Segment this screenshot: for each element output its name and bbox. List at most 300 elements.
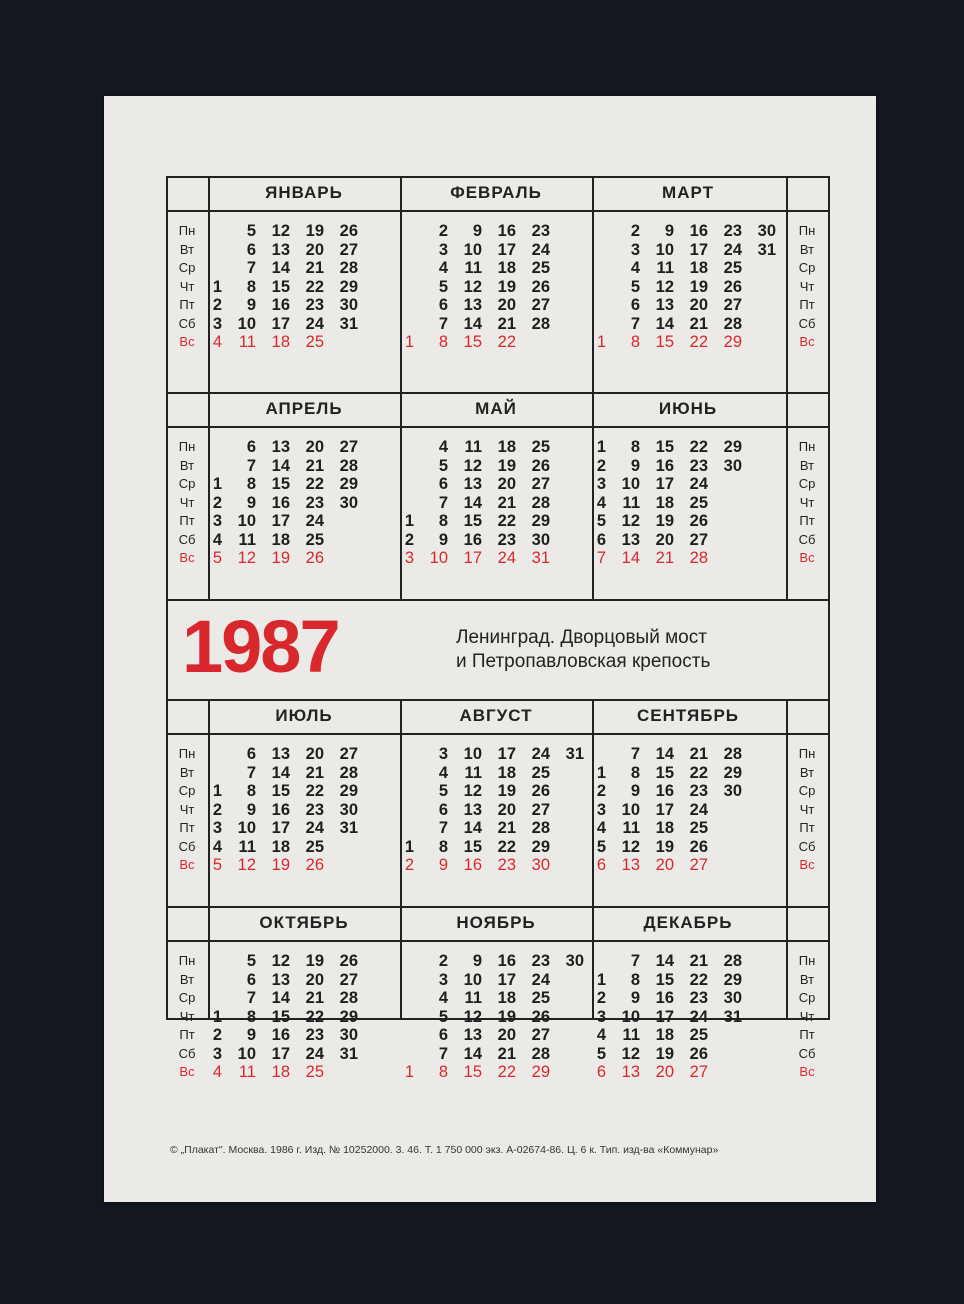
day-cell: 3	[212, 1044, 222, 1063]
day-cell: 10	[429, 549, 448, 567]
day-cell: 21	[689, 952, 708, 970]
day-cell: 19	[305, 222, 324, 240]
day-cell: 6	[438, 800, 448, 819]
day-cell: 1	[212, 1007, 222, 1026]
weekday-label: Пн	[798, 953, 816, 968]
day-cell: 18	[497, 259, 516, 277]
day-cell: 4	[438, 259, 448, 277]
day-cell	[380, 259, 414, 278]
day-cell: 18	[689, 259, 708, 277]
day-cell: 23	[723, 222, 742, 240]
day-cell: 17	[497, 970, 516, 989]
day-cell	[324, 838, 358, 857]
day-cell: 12	[621, 837, 640, 856]
day-cell	[380, 457, 414, 476]
day-cell: 7	[246, 259, 256, 277]
day-cell	[708, 838, 742, 857]
weekday-label: Ср	[798, 260, 816, 275]
weekday-label: Пт	[179, 513, 195, 528]
weekday-label: Вс	[179, 1064, 195, 1079]
day-cell: 5	[596, 1044, 606, 1063]
day-cell	[708, 475, 742, 494]
day-cell	[708, 549, 742, 568]
day-cell: 7	[438, 819, 448, 837]
day-cell	[572, 296, 606, 315]
weekday-label: Чт	[799, 494, 815, 510]
day-cell: 21	[689, 314, 708, 333]
day-cell	[380, 782, 414, 801]
day-cell: 12	[463, 456, 482, 475]
weekday-label: Вс	[799, 857, 815, 872]
month-name-9: СЕНТЯБРЬ	[636, 706, 740, 725]
day-cell: 7	[438, 314, 448, 333]
day-cell: 26	[305, 549, 324, 567]
month-name-10: ОКТЯБРЬ	[259, 913, 349, 932]
month-name-8: АВГУСТ	[459, 706, 533, 725]
day-cell: 5	[438, 277, 448, 296]
day-cell: 12	[237, 549, 256, 567]
month-days-2	[380, 222, 584, 352]
weekday-label: Пт	[179, 820, 195, 835]
day-cell: 24	[531, 240, 550, 259]
day-cell: 7	[596, 549, 606, 567]
day-cell: 21	[689, 745, 708, 763]
day-cell: 9	[472, 222, 482, 240]
day-cell: 26	[531, 277, 550, 296]
day-cell: 26	[689, 512, 708, 530]
day-cell: 16	[271, 296, 290, 314]
day-cell	[742, 296, 776, 315]
day-cell: 17	[463, 549, 482, 567]
day-cell	[380, 222, 414, 241]
day-cell: 21	[305, 989, 324, 1007]
weekday-label: Пн	[798, 746, 816, 761]
weekday-label: Чт	[179, 1008, 195, 1024]
day-cell: 1	[596, 970, 606, 989]
day-cell: 28	[339, 763, 358, 782]
day-cell: 6	[596, 1063, 606, 1081]
day-cell: 27	[531, 475, 550, 493]
weekday-label: Вт	[799, 241, 815, 257]
day-cell	[742, 745, 776, 764]
day-cell: 22	[689, 333, 708, 351]
grid-hline	[166, 940, 830, 942]
day-cell: 27	[339, 745, 358, 763]
day-cell: 21	[497, 819, 516, 837]
weekday-label: Вс	[179, 334, 195, 349]
day-cell: 18	[271, 1063, 290, 1081]
day-cell	[742, 278, 776, 297]
day-cell: 10	[463, 240, 482, 259]
day-cell: 30	[339, 296, 358, 314]
day-cell: 18	[655, 1026, 674, 1044]
day-cell: 28	[531, 493, 550, 512]
day-cell	[324, 1063, 358, 1082]
month-name-2: ФЕВРАЛЬ	[450, 183, 542, 202]
day-cell: 4	[596, 493, 606, 512]
day-cell: 20	[305, 438, 324, 456]
day-cell: 19	[497, 1007, 516, 1026]
day-cell: 20	[655, 530, 674, 549]
day-cell: 27	[689, 856, 708, 874]
day-cell: 31	[531, 549, 550, 567]
day-cell: 25	[689, 493, 708, 512]
day-cell	[742, 952, 776, 971]
weekday-label: Пн	[798, 223, 816, 238]
day-cell: 13	[621, 530, 640, 549]
day-cell: 19	[655, 1044, 674, 1063]
day-cell: 13	[271, 745, 290, 763]
weekday-label: Вс	[179, 550, 195, 565]
day-cell: 17	[689, 240, 708, 259]
day-cell: 13	[463, 1026, 482, 1044]
day-cell: 14	[655, 952, 674, 970]
day-cell: 9	[246, 1026, 256, 1044]
day-cell: 2	[212, 493, 222, 512]
day-cell: 1	[596, 333, 606, 351]
day-cell: 16	[655, 782, 674, 800]
day-cell	[516, 333, 550, 352]
day-cell: 7	[630, 745, 640, 763]
day-cell: 30	[339, 493, 358, 512]
day-cell: 20	[305, 745, 324, 763]
day-cell	[708, 494, 742, 513]
month-days-12	[572, 952, 776, 1082]
day-cell: 8	[630, 763, 640, 782]
day-cell: 27	[531, 296, 550, 314]
day-cell: 3	[212, 819, 222, 837]
day-cell: 29	[723, 970, 742, 989]
day-cell: 6	[596, 530, 606, 549]
day-cell: 7	[246, 456, 256, 475]
day-cell: 12	[621, 512, 640, 530]
weekday-label: Пт	[799, 1027, 815, 1042]
day-cell: 24	[305, 512, 324, 530]
weekday-label: Пн	[178, 953, 196, 968]
day-cell	[742, 764, 776, 783]
day-cell	[380, 989, 414, 1008]
day-cell: 11	[622, 1026, 640, 1044]
day-cell: 25	[531, 259, 550, 277]
day-cell: 14	[463, 314, 482, 333]
day-cell: 29	[531, 512, 550, 530]
day-cell: 18	[271, 333, 290, 351]
day-cell: 19	[497, 782, 516, 800]
day-cell	[708, 1063, 742, 1082]
month-name-3: МАРТ	[662, 183, 714, 202]
day-cell: 18	[271, 530, 290, 549]
day-cell: 1	[404, 1063, 414, 1081]
weekday-labels-right-2	[792, 438, 822, 568]
day-cell: 26	[531, 1007, 550, 1026]
day-cell: 15	[463, 333, 482, 351]
weekday-label: Пт	[799, 820, 815, 835]
day-cell: 11	[238, 333, 256, 351]
day-cell	[572, 278, 606, 297]
day-cell	[742, 475, 776, 494]
day-cell	[742, 1063, 776, 1082]
weekday-label: Чт	[179, 278, 195, 294]
day-cell: 14	[271, 456, 290, 475]
day-cell: 1	[596, 438, 606, 456]
day-cell: 22	[689, 763, 708, 782]
day-cell: 29	[723, 763, 742, 782]
day-cell: 14	[463, 819, 482, 837]
weekday-label: Ср	[798, 783, 816, 798]
day-cell: 24	[497, 549, 516, 567]
day-cell: 13	[463, 800, 482, 819]
day-cell: 7	[246, 989, 256, 1007]
month-name-6: ИЮНЬ	[658, 399, 718, 418]
day-cell	[380, 1045, 414, 1064]
day-cell: 8	[438, 1063, 448, 1081]
day-cell: 31	[757, 240, 776, 259]
day-cell: 21	[305, 259, 324, 277]
day-cell	[742, 549, 776, 568]
month-name-11: НОЯБРЬ	[456, 913, 536, 932]
day-cell: 1	[212, 475, 222, 493]
weekday-label: Пн	[178, 439, 196, 454]
day-cell: 9	[246, 493, 256, 512]
day-cell: 10	[237, 819, 256, 837]
day-cell	[742, 494, 776, 513]
day-cell: 13	[655, 296, 674, 314]
month-days-9	[572, 745, 776, 875]
weekday-label: Пн	[798, 439, 816, 454]
weekday-label: Вт	[179, 457, 195, 473]
day-cell: 19	[271, 856, 290, 874]
weekday-label: Пт	[799, 513, 815, 528]
day-cell: 26	[689, 837, 708, 856]
grid-vline	[786, 699, 788, 1020]
day-cell: 8	[630, 970, 640, 989]
day-cell: 18	[271, 837, 290, 856]
day-cell: 14	[463, 493, 482, 512]
day-cell: 9	[246, 296, 256, 314]
day-cell	[380, 971, 414, 990]
day-cell: 23	[305, 1026, 324, 1044]
day-cell: 16	[271, 493, 290, 512]
day-cell: 20	[305, 970, 324, 989]
day-cell: 21	[497, 1044, 516, 1063]
day-cell: 8	[438, 333, 448, 351]
day-cell: 3	[404, 549, 414, 567]
day-cell	[742, 838, 776, 857]
day-cell: 15	[271, 1007, 290, 1026]
day-cell: 5	[246, 952, 256, 970]
day-cell	[380, 296, 414, 315]
day-cell: 28	[723, 745, 742, 763]
day-cell	[380, 801, 414, 820]
day-cell	[380, 475, 414, 494]
day-cell: 30	[339, 800, 358, 819]
day-cell: 24	[305, 819, 324, 837]
day-cell: 10	[463, 970, 482, 989]
day-cell	[380, 438, 414, 457]
day-cell	[380, 241, 414, 260]
day-cell: 29	[723, 333, 742, 351]
weekday-label: Сб	[798, 315, 816, 331]
month-days-6	[572, 438, 776, 568]
day-cell: 29	[339, 277, 358, 296]
day-cell: 15	[655, 438, 674, 456]
day-cell: 12	[463, 782, 482, 800]
weekday-label: Вт	[799, 457, 815, 473]
weekday-label: Вт	[799, 764, 815, 780]
day-cell: 10	[463, 745, 482, 763]
day-cell: 7	[438, 1044, 448, 1063]
day-cell: 21	[497, 314, 516, 333]
day-cell: 6	[438, 475, 448, 493]
day-cell: 25	[723, 259, 742, 277]
day-cell	[708, 1026, 742, 1045]
day-cell	[572, 952, 606, 971]
day-cell: 24	[689, 800, 708, 819]
day-cell	[742, 801, 776, 820]
day-cell: 4	[212, 530, 222, 549]
day-cell: 19	[655, 837, 674, 856]
day-cell	[742, 856, 776, 875]
day-cell	[380, 952, 414, 971]
weekday-label: Сб	[178, 1045, 196, 1061]
day-cell: 26	[305, 856, 324, 874]
year-title: 1987	[182, 605, 339, 688]
day-cell: 27	[689, 1063, 708, 1081]
day-cell: 11	[464, 438, 482, 456]
day-cell: 8	[246, 475, 256, 493]
day-cell: 16	[271, 800, 290, 819]
day-cell: 21	[497, 493, 516, 512]
weekday-label: Пт	[179, 297, 195, 312]
day-cell: 22	[305, 1007, 324, 1026]
day-cell: 30	[723, 989, 742, 1007]
month-days-10	[188, 952, 392, 1082]
day-cell: 22	[497, 333, 516, 351]
day-cell	[708, 856, 742, 875]
day-cell: 6	[246, 970, 256, 989]
day-cell: 18	[497, 989, 516, 1007]
day-cell	[380, 764, 414, 783]
day-cell: 2	[404, 530, 414, 549]
day-cell	[742, 438, 776, 457]
month-days-5	[380, 438, 584, 568]
day-cell: 2	[438, 222, 448, 240]
day-cell	[380, 1008, 414, 1027]
day-cell: 30	[723, 782, 742, 800]
weekday-label: Сб	[178, 838, 196, 854]
day-cell: 18	[655, 819, 674, 837]
day-cell: 23	[497, 530, 516, 549]
day-cell: 13	[271, 438, 290, 456]
day-cell: 8	[438, 837, 448, 856]
day-cell	[708, 512, 742, 531]
day-cell: 2	[596, 989, 606, 1007]
day-cell: 4	[438, 438, 448, 456]
day-cell: 6	[630, 296, 640, 314]
weekday-labels-left-3	[172, 745, 202, 875]
day-cell: 12	[271, 222, 290, 240]
weekday-label: Чт	[799, 801, 815, 817]
day-cell: 2	[212, 1026, 222, 1044]
day-cell: 8	[438, 512, 448, 530]
day-cell: 4	[596, 1026, 606, 1044]
day-cell: 12	[237, 856, 256, 874]
day-cell: 28	[723, 952, 742, 970]
day-cell	[742, 1008, 776, 1027]
day-cell: 1	[212, 782, 222, 800]
day-cell: 4	[212, 333, 222, 351]
grid-hline	[166, 599, 830, 601]
day-cell: 8	[246, 1007, 256, 1026]
month-name-12: ДЕКАБРЬ	[643, 913, 733, 932]
day-cell: 2	[438, 952, 448, 970]
weekday-label: Вт	[179, 971, 195, 987]
day-cell: 10	[621, 475, 640, 493]
weekday-label: Чт	[179, 801, 195, 817]
grid-hline	[166, 733, 830, 735]
day-cell: 3	[630, 240, 640, 259]
day-cell	[572, 241, 606, 260]
day-cell: 19	[497, 277, 516, 296]
day-cell: 17	[655, 475, 674, 493]
weekday-label: Пн	[178, 223, 196, 238]
day-cell: 14	[621, 549, 640, 567]
day-cell	[742, 457, 776, 476]
day-cell: 7	[630, 314, 640, 333]
day-cell: 17	[655, 1007, 674, 1026]
day-cell: 5	[438, 782, 448, 800]
day-cell: 9	[438, 530, 448, 549]
day-cell: 9	[630, 456, 640, 475]
day-cell: 20	[655, 1063, 674, 1081]
day-cell: 25	[305, 837, 324, 856]
day-cell: 6	[246, 240, 256, 259]
day-cell: 4	[438, 989, 448, 1007]
weekday-label: Сб	[798, 1045, 816, 1061]
day-cell: 4	[212, 1063, 222, 1081]
day-cell: 16	[655, 456, 674, 475]
day-cell: 23	[689, 989, 708, 1007]
day-cell: 7	[630, 952, 640, 970]
day-cell: 26	[339, 222, 358, 240]
month-name-4: АПРЕЛЬ	[265, 399, 343, 418]
weekday-label: Чт	[799, 1008, 815, 1024]
day-cell	[380, 494, 414, 513]
day-cell: 10	[237, 314, 256, 333]
day-cell: 6	[246, 745, 256, 763]
day-cell: 17	[497, 745, 516, 763]
day-cell: 6	[438, 1026, 448, 1044]
day-cell: 22	[689, 438, 708, 456]
weekday-label: Вт	[179, 241, 195, 257]
day-cell: 26	[531, 456, 550, 475]
photo-caption	[456, 626, 710, 674]
day-cell: 28	[531, 314, 550, 333]
month-name-5: МАЙ	[475, 399, 517, 418]
day-cell: 7	[246, 763, 256, 782]
weekday-label: Ср	[178, 476, 196, 491]
day-cell: 27	[339, 240, 358, 259]
day-cell: 19	[305, 952, 324, 970]
day-cell: 15	[655, 333, 674, 351]
day-cell: 11	[622, 819, 640, 837]
day-cell: 2	[404, 856, 414, 874]
day-cell: 4	[438, 763, 448, 782]
weekday-label: Чт	[799, 278, 815, 294]
day-cell: 23	[531, 952, 550, 970]
day-cell: 23	[305, 800, 324, 819]
day-cell: 27	[689, 530, 708, 549]
